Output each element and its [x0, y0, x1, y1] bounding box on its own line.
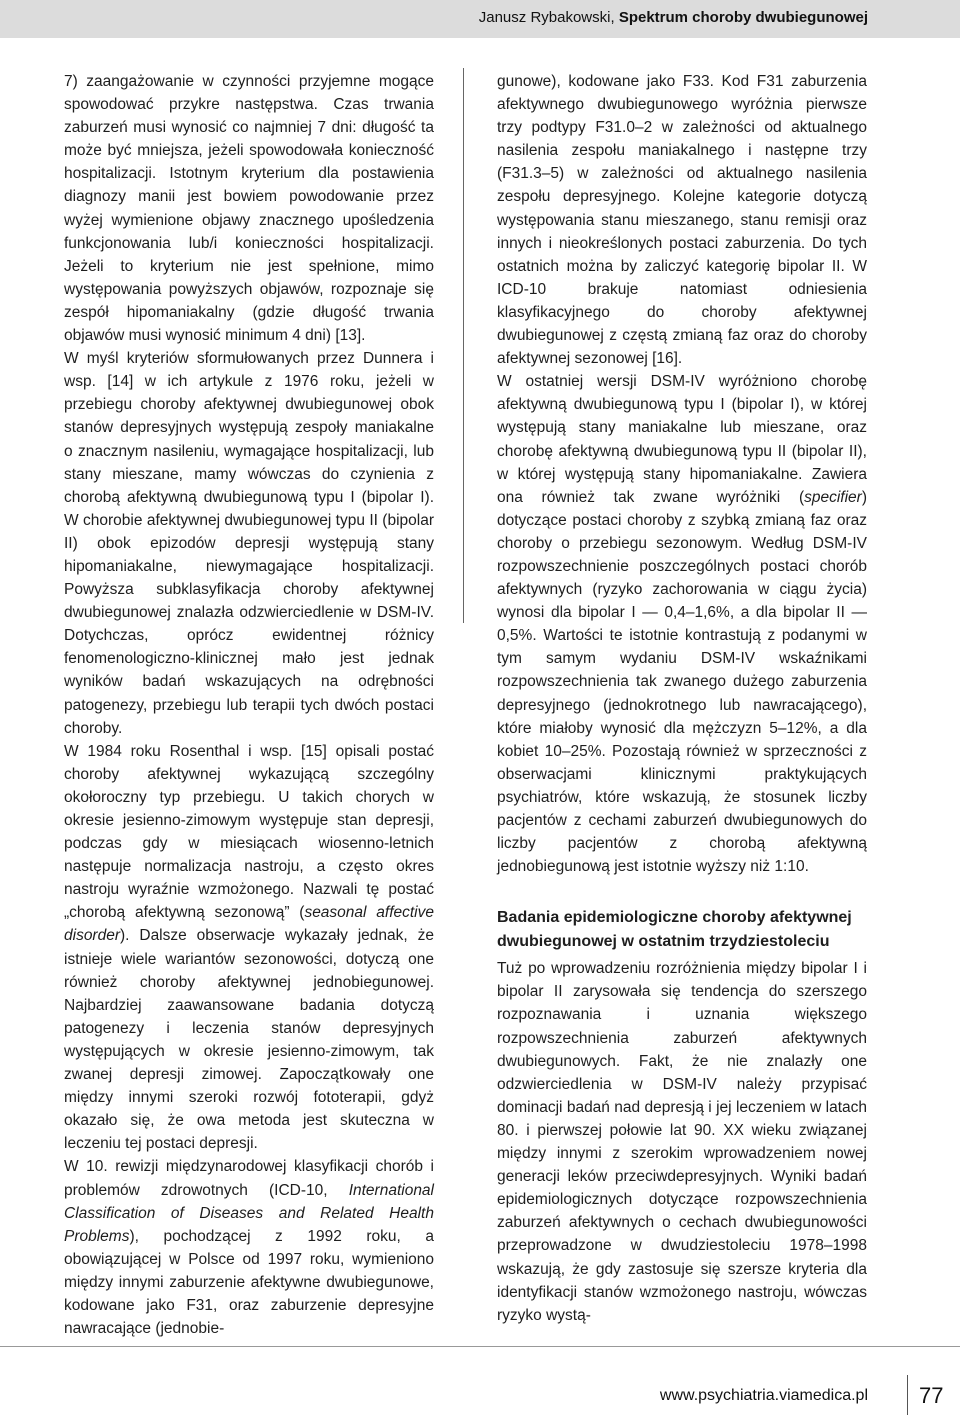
- paragraph: Tuż po wprowadzeniu rozróżnienia między bipolar I i bipolar II zarysowała się tendencja do szerszego rozpoznawania i uznania większego rozpowszechnienia zaburzeń afektywnych dwubiegunowych. Fakt, że nie znalazły one odzwierciedlenia w DSM-IV należy przypisać dominacji badań nad depresją i jej leczeniem w latach 80. i pierwszej połowie lat 90. XX wieku związanej między innymi z szerokim wprowadzeniem nowej generacji leków przeciwdepresyjnych. Wyniki badań epidemiologicznych dotyczące rozpowszechnienia zaburzeń afektywnych o cechach dwubiegunowości przeprowadzone w dwudziestoleciu 1978–1998 wskazują, że gdy zastosuje się szersze kryteria dla identyfikacji stanów wzmożonego nastroju, wówczas ryzyko wystą-: [497, 960, 867, 1324]
- running-header: [479, 9, 868, 26]
- paragraph: W 1984 roku Rosenthal i wsp. [15] opisali postać choroby afektywnej wykazującą szczególny okołoroczny typ przebiegu. U takich chorych w okresie jesienno-zimowym występuje stan depresji, podczas gdy w miesiącach wiosenno-letnich następuje normalizacja nastroju, a często okres nastroju wyraźnie wzmożonego. Nazwali tę postać „chorobą afektywną sezonową” (seasonal affective disorder). Dalsze obserwacje wykazały jednak, że istnieje wiele wariantów sezonowości, dotyczą one również choroby afektywnej jednobiegunowej. Najbardziej zaawansowane badania dotyczą patogenezy i leczenia stanów depresyjnych występujących w okresie jesienno-zimowym, tak zwanej depresji zimowej. Zapoczątkowały one między innymi szeroki rozwój fototerapii, gdyż okazało się, że owa metoda jest skuteczna w leczeniu tej postaci depresji.: [64, 742, 434, 1153]
- section-heading: Badania epidemiologiczne choroby afektywnej dwubiegunowej w ostatnim trzydziestoleciu: [497, 909, 852, 950]
- footer-rule: [0, 1346, 960, 1347]
- header-title: Spektrum choroby dwubiegunowej: [618, 9, 868, 26]
- footer-url: www.psychiatria.viamedica.pl: [659, 1387, 868, 1404]
- column-divider: [463, 68, 464, 623]
- right-column: [497, 70, 867, 1327]
- italic-term: International Classification of Diseases and Related Health Problems: [64, 1181, 434, 1245]
- left-column: [64, 70, 434, 1340]
- italic-term: specifier: [804, 488, 862, 506]
- paragraph: W ostatniej wersji DSM-IV wyróżniono chorobę afektywną dwubiegunową typu I (bipolar I), w której występują stany maniakalne lub mieszane, oraz chorobę afektywną dwubiegunową typu II (bipolar II), w której występują stany hipomaniakalne. Zawiera ona również tak zwane wyróżniki (specifier) dotyczące postaci choroby z szybką zmianą faz oraz choroby o przebiegu sezonowym. Według DSM-IV rozpowszechnienie poszczególnych postaci chorób afektywnych (ryzyko zachorowania w ciągu życia) wynosi dla bipolar I — 0,4–1,6%, a dla bipolar II — 0,5%. Wartości te istotnie kontrastują z podanymi w tym samym wydaniu DSM-IV wskaźnikami rozpowszechnienia tak zwanego dużego zaburzenia depresyjnego (jednokrotnego lub nawracającego), które miałoby wynosić dla mężczyzn 5–12%, a dla kobiet 10–25%. Pozostają również w sprzeczności z obserwacjami klinicznymi praktykujących psychiatrów, które wskazują, że stosunek liczby pacjentów z cechami zaburzeń dwubiegunowych do liczby pacjentów z chorobą afektywną jednobiegunową jest istotnie wyższy niż 1:10.: [497, 373, 867, 876]
- italic-term: seasonal affective disorder: [64, 904, 434, 945]
- paragraph: 7) zaangażowanie w czynności przyjemne mogące spowodować przykre następstwa. Czas trwania zaburzeń musi wynosić co najmniej 7 dni: długość ta może być mniejsza, jeżeli spowodowała konieczność hospitalizacji. Istotnym kryterium dla postawienia diagnozy manii jest bowiem powodowanie przez wyżej wymienione objawy znacznego upośledzenia funkcjonowania lub/i konieczności hospitalizacji. Jeżeli to kryterium nie jest spełnione, mimo występowania powyższych objawów, rozpoznaje się zespół hipomaniakalny (gdzie długość trwania objawów musi wynosić minimum 4 dni) [13].: [64, 73, 434, 345]
- footer-separator: [907, 1375, 908, 1415]
- paragraph: gunowe), kodowane jako F33. Kod F31 zaburzenia afektywnego dwubiegunowego wyróżnia pierwsze trzy podtypy F31.0–2 w zależności od aktualnego nasilenia zespołu maniakalnego i następne trzy (F31.3–5) w zależności od aktualnego nasilenia zespołu depresyjnego. Kolejne kategorie dotyczą występowania stanu mieszanego, stanu remisji oraz innych i nieokreślonych postaci zaburzenia. Do tych ostatnich można by zaliczyć kategorię bipolar II. W ICD-10 brakuje natomiast odniesienia klasyfikacyjnego do choroby afektywnej dwubiegunowej z częstą zmianą faz oraz do choroby afektywnej sezonowej [16].: [497, 73, 867, 368]
- header-author: Janusz Rybakowski,: [478, 9, 619, 26]
- paragraph: W 10. rewizji międzynarodowej klasyfikacji chorób i problemów zdrowotnych (ICD-10, International Classification of Diseases and Related Health Problems), pochodzącej z 1992 roku, a obowiązującej w Polsce od 1997 roku, wymieniono między innymi zaburzenie afektywne dwubiegunowe, kodowane jako F31, oraz zaburzenie depresyjne nawracające (jednobie-: [64, 1158, 434, 1338]
- running-header-bar: [0, 0, 960, 38]
- page-number: 77: [919, 1383, 944, 1408]
- paragraph: W myśl kryteriów sformułowanych przez Dunnera i wsp. [14] w ich artykule z 1976 roku, jeżeli w przebiegu choroby afektywnej dwubiegunowej obok stanów depresyjnych występują zespoły maniakalne o znacznym nasileniu, wymagające hospitalizacji, lub stany mieszane, mamy wówczas do czynienia z chorobą afektywną dwubiegunową typu I (bipolar I). W chorobie afektywnej dwubiegunowej typu II (bipolar II) obok epizodów depresji występują stany hipomaniakalne, niewymagające hospitalizacji. Powyższa subklasyfikacja choroby afektywnej dwubiegunowej znalazła odzwierciedlenie w DSM-IV. Dotychczas, oprócz ewidentnej różnicy fenomenologiczno-klinicznej mało jest jednak wyników badań wskazujących na odrębności patogenezy, przebiegu lub terapii tych dwóch postaci choroby.: [64, 350, 434, 737]
